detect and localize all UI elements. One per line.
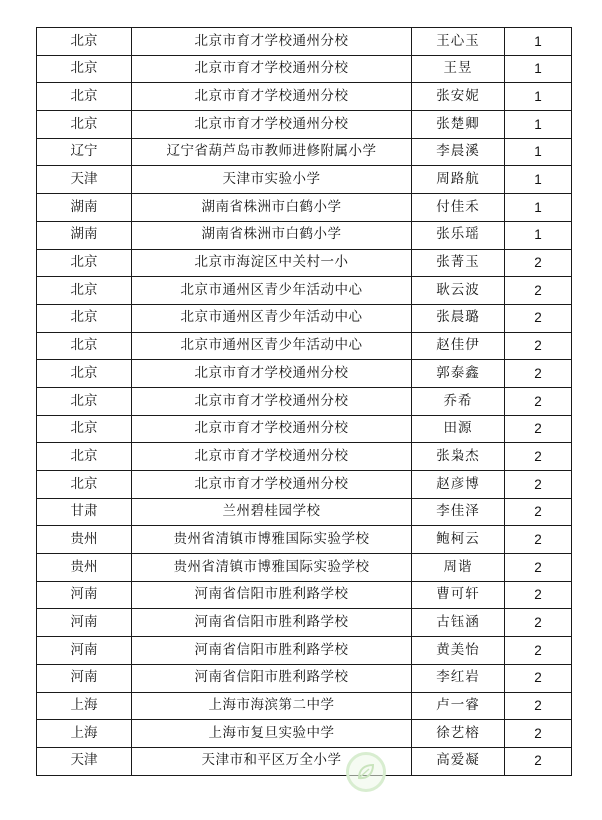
province-cell: 上海	[37, 720, 132, 748]
student-name-cell: 耿云波	[412, 277, 505, 305]
prize-level-cell: 2	[505, 443, 572, 471]
province-cell: 北京	[37, 277, 132, 305]
student-name-cell: 张枭杰	[412, 443, 505, 471]
prize-level-cell: 1	[505, 194, 572, 222]
table-row	[37, 138, 572, 166]
award-table	[36, 27, 572, 776]
student-name-cell: 李佳泽	[412, 498, 505, 526]
school-cell: 北京市育才学校通州分校	[132, 55, 412, 83]
prize-level-cell: 2	[505, 609, 572, 637]
province-cell: 河南	[37, 664, 132, 692]
prize-level-cell: 1	[505, 138, 572, 166]
table-row	[37, 332, 572, 360]
table-row	[37, 609, 572, 637]
school-cell: 上海市海滨第二中学	[132, 692, 412, 720]
student-name-cell: 付佳禾	[412, 194, 505, 222]
prize-level-cell: 2	[505, 498, 572, 526]
student-name-cell: 高爱凝	[412, 747, 505, 775]
school-cell: 北京市育才学校通州分校	[132, 443, 412, 471]
school-cell: 河南省信阳市胜利路学校	[132, 664, 412, 692]
province-cell: 天津	[37, 166, 132, 194]
student-name-cell: 张楚卿	[412, 111, 505, 139]
prize-level-cell: 2	[505, 554, 572, 582]
prize-level-cell: 2	[505, 249, 572, 277]
table-row	[37, 304, 572, 332]
school-cell: 河南省信阳市胜利路学校	[132, 581, 412, 609]
student-name-cell: 曹可轩	[412, 581, 505, 609]
table-row	[37, 83, 572, 111]
school-cell: 北京市通州区青少年活动中心	[132, 304, 412, 332]
school-cell: 北京市育才学校通州分校	[132, 83, 412, 111]
student-name-cell: 黄美怡	[412, 637, 505, 665]
school-cell: 辽宁省葫芦岛市教师进修附属小学	[132, 138, 412, 166]
school-cell: 北京市育才学校通州分校	[132, 471, 412, 499]
school-cell: 河南省信阳市胜利路学校	[132, 637, 412, 665]
province-cell: 贵州	[37, 554, 132, 582]
table-row	[37, 747, 572, 775]
table-row	[37, 415, 572, 443]
province-cell: 北京	[37, 83, 132, 111]
province-cell: 北京	[37, 249, 132, 277]
school-cell: 北京市育才学校通州分校	[132, 360, 412, 388]
student-name-cell: 赵佳伊	[412, 332, 505, 360]
table-row	[37, 111, 572, 139]
province-cell: 北京	[37, 55, 132, 83]
student-name-cell: 张安妮	[412, 83, 505, 111]
table-row	[37, 581, 572, 609]
table-row	[37, 387, 572, 415]
table-row	[37, 526, 572, 554]
prize-level-cell: 2	[505, 692, 572, 720]
school-cell: 北京市育才学校通州分校	[132, 387, 412, 415]
table-row	[37, 249, 572, 277]
prize-level-cell: 2	[505, 581, 572, 609]
province-cell: 甘肃	[37, 498, 132, 526]
table-row	[37, 471, 572, 499]
school-cell: 天津市实验小学	[132, 166, 412, 194]
student-name-cell: 李红岩	[412, 664, 505, 692]
prize-level-cell: 2	[505, 415, 572, 443]
prize-level-cell: 1	[505, 166, 572, 194]
province-cell: 湖南	[37, 221, 132, 249]
student-name-cell: 周路航	[412, 166, 505, 194]
table-row	[37, 443, 572, 471]
table-row	[37, 221, 572, 249]
prize-level-cell: 2	[505, 277, 572, 305]
prize-level-cell: 2	[505, 471, 572, 499]
province-cell: 河南	[37, 609, 132, 637]
leaf-logo-icon	[355, 761, 377, 783]
province-cell: 河南	[37, 637, 132, 665]
province-cell: 北京	[37, 415, 132, 443]
award-table-body	[37, 28, 572, 776]
prize-level-cell: 2	[505, 664, 572, 692]
table-row	[37, 720, 572, 748]
watermark-logo	[346, 752, 386, 792]
prize-level-cell: 2	[505, 720, 572, 748]
table-row	[37, 166, 572, 194]
province-cell: 北京	[37, 387, 132, 415]
student-name-cell: 徐艺榕	[412, 720, 505, 748]
student-name-cell: 赵彦博	[412, 471, 505, 499]
student-name-cell: 古钰涵	[412, 609, 505, 637]
table-row	[37, 28, 572, 56]
prize-level-cell: 1	[505, 83, 572, 111]
prize-level-cell: 2	[505, 747, 572, 775]
prize-level-cell: 2	[505, 304, 572, 332]
province-cell: 北京	[37, 332, 132, 360]
student-name-cell: 鲍柯云	[412, 526, 505, 554]
student-name-cell: 田源	[412, 415, 505, 443]
school-cell: 北京市通州区青少年活动中心	[132, 332, 412, 360]
province-cell: 贵州	[37, 526, 132, 554]
prize-level-cell: 1	[505, 28, 572, 56]
table-row	[37, 277, 572, 305]
student-name-cell: 张晨璐	[412, 304, 505, 332]
student-name-cell: 张菁玉	[412, 249, 505, 277]
school-cell: 湖南省株洲市白鹤小学	[132, 194, 412, 222]
province-cell: 北京	[37, 28, 132, 56]
school-cell: 兰州碧桂园学校	[132, 498, 412, 526]
school-cell: 天津市和平区万全小学	[132, 747, 412, 775]
prize-level-cell: 1	[505, 55, 572, 83]
table-row	[37, 194, 572, 222]
table-row	[37, 554, 572, 582]
table-row	[37, 664, 572, 692]
school-cell: 北京市育才学校通州分校	[132, 415, 412, 443]
prize-level-cell: 2	[505, 526, 572, 554]
school-cell: 贵州省清镇市博雅国际实验学校	[132, 526, 412, 554]
table-row	[37, 360, 572, 388]
province-cell: 天津	[37, 747, 132, 775]
table-row	[37, 692, 572, 720]
student-name-cell: 李晨溪	[412, 138, 505, 166]
student-name-cell: 乔希	[412, 387, 505, 415]
province-cell: 辽宁	[37, 138, 132, 166]
province-cell: 北京	[37, 111, 132, 139]
table-row	[37, 637, 572, 665]
province-cell: 北京	[37, 443, 132, 471]
province-cell: 河南	[37, 581, 132, 609]
prize-level-cell: 1	[505, 221, 572, 249]
school-cell: 北京市通州区青少年活动中心	[132, 277, 412, 305]
prize-level-cell: 2	[505, 637, 572, 665]
school-cell: 上海市复旦实验中学	[132, 720, 412, 748]
school-cell: 北京市海淀区中关村一小	[132, 249, 412, 277]
student-name-cell: 卢一睿	[412, 692, 505, 720]
student-name-cell: 郭泰鑫	[412, 360, 505, 388]
student-name-cell: 王昱	[412, 55, 505, 83]
school-cell: 北京市育才学校通州分校	[132, 28, 412, 56]
prize-level-cell: 2	[505, 387, 572, 415]
province-cell: 北京	[37, 304, 132, 332]
prize-level-cell: 2	[505, 332, 572, 360]
table-row	[37, 498, 572, 526]
table-row	[37, 55, 572, 83]
student-name-cell: 王心玉	[412, 28, 505, 56]
prize-level-cell: 1	[505, 111, 572, 139]
school-cell: 河南省信阳市胜利路学校	[132, 609, 412, 637]
student-name-cell: 周谐	[412, 554, 505, 582]
province-cell: 湖南	[37, 194, 132, 222]
school-cell: 湖南省株洲市白鹤小学	[132, 221, 412, 249]
school-cell: 贵州省清镇市博雅国际实验学校	[132, 554, 412, 582]
student-name-cell: 张乐瑶	[412, 221, 505, 249]
province-cell: 上海	[37, 692, 132, 720]
prize-level-cell: 2	[505, 360, 572, 388]
province-cell: 北京	[37, 471, 132, 499]
school-cell: 北京市育才学校通州分校	[132, 111, 412, 139]
province-cell: 北京	[37, 360, 132, 388]
